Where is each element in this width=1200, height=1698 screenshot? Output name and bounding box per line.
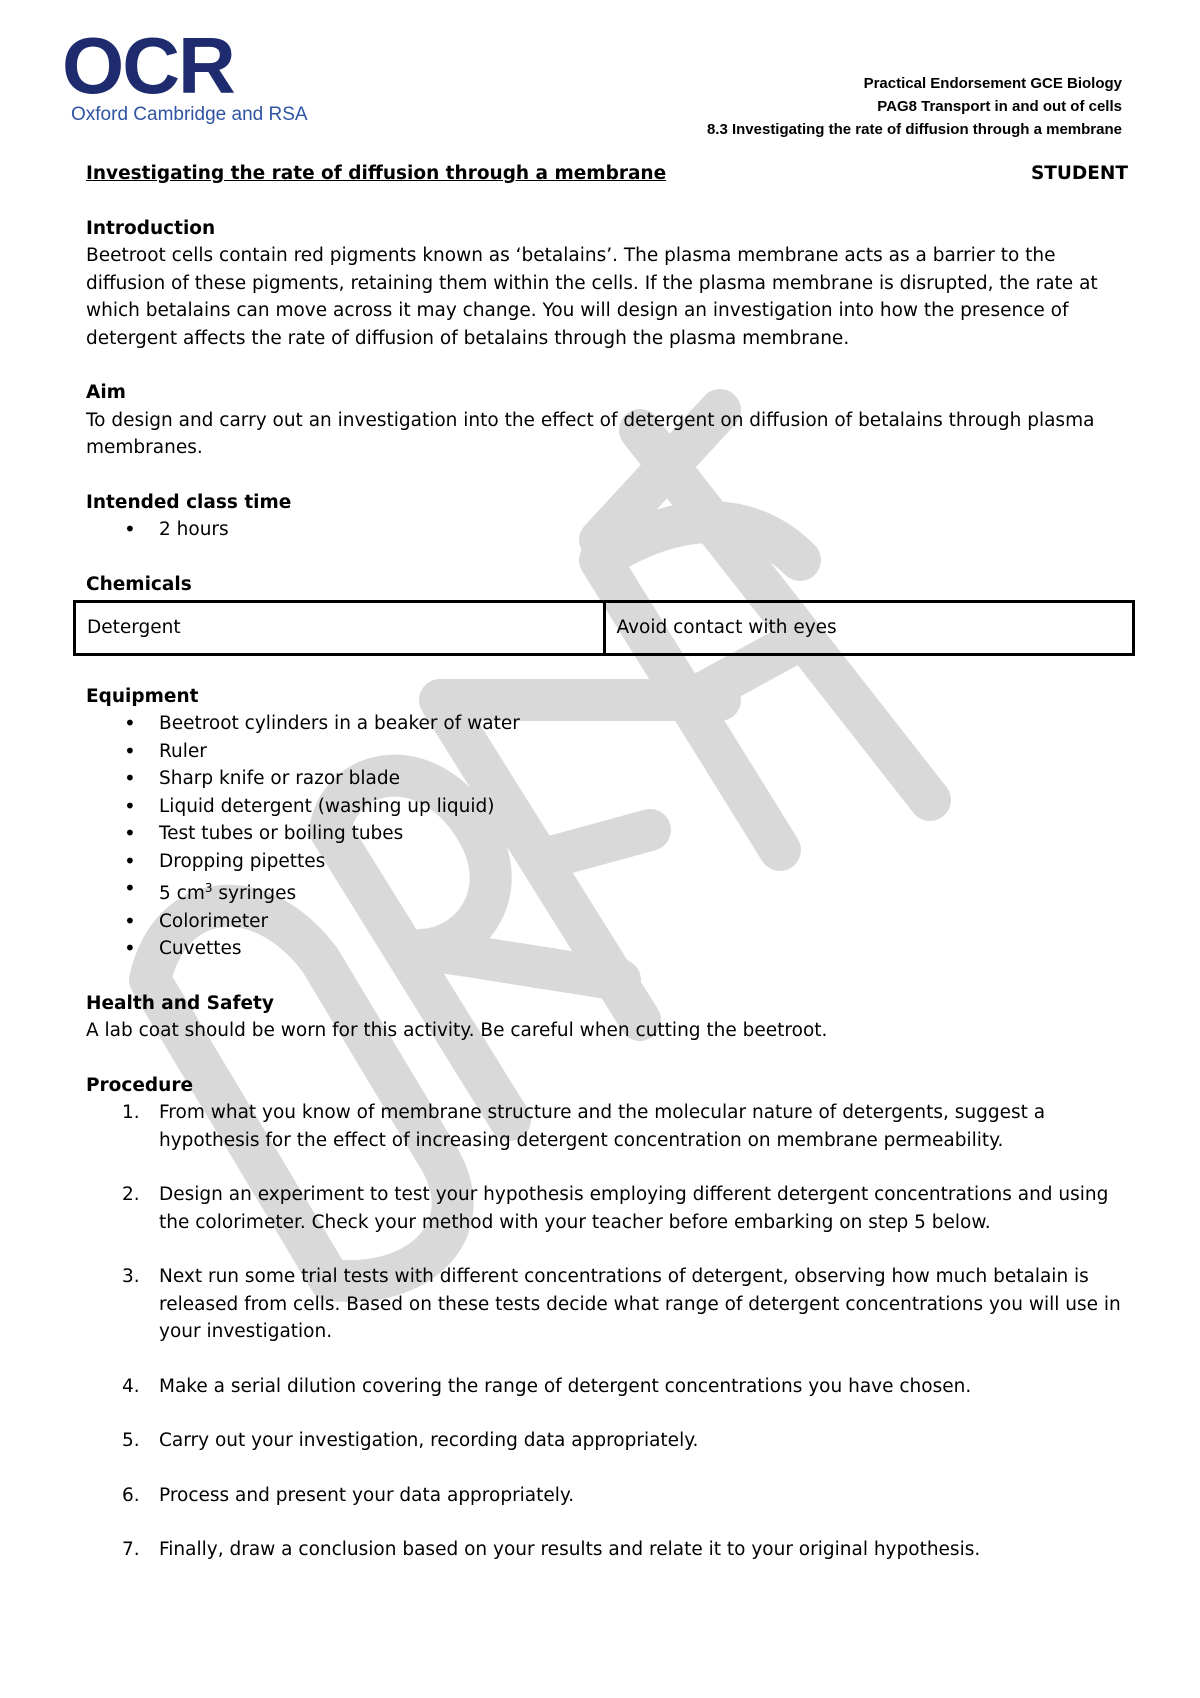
procedure-step: [86, 1373, 1128, 1401]
header-line-pag: PAG8 Transport in and out of cells: [877, 98, 1122, 115]
list-item: • Dropping pipettes: [86, 848, 1128, 876]
procedure-step: [86, 1263, 1128, 1346]
title-row: [86, 160, 1128, 188]
header-line-course: Practical Endorsement GCE Biology: [863, 75, 1122, 92]
chemical-name-cell: Detergent: [75, 602, 605, 655]
class-time-list: [86, 516, 1128, 544]
syringe-size: 5 cm: [159, 883, 205, 905]
header-line-activity: 8.3 Investigating the rate of diffusion through a membrane: [706, 121, 1122, 138]
step-number: 4.: [122, 1375, 140, 1397]
procedure-step: [86, 1482, 1128, 1510]
introduction-heading: Introduction: [86, 217, 216, 239]
step-number: 7.: [122, 1539, 140, 1561]
list-item: • Test tubes or boiling tubes: [86, 820, 1128, 848]
class-time-section: [86, 489, 1128, 544]
procedure-section: [86, 1072, 1128, 1564]
list-item: • Liquid detergent (washing up liquid): [86, 793, 1128, 821]
step-number: 6.: [122, 1484, 140, 1506]
list-item: • Colorimeter: [86, 908, 1128, 936]
logo-mark: OCR: [62, 21, 234, 110]
procedure-step: [86, 1536, 1128, 1564]
equipment-list: [86, 710, 1128, 963]
step-text: Design an experiment to test your hypothesis employing different detergent concentrations and using the colorimeter. Check your method with your teacher before embarking on step 5 below.: [159, 1184, 1109, 1233]
step-text: From what you know of membrane structure and the molecular nature of detergents, suggest a hypothesis for the effect of increasing detergent concentration on membrane permeability.: [159, 1102, 1046, 1151]
audience-label: STUDENT: [1030, 163, 1128, 184]
procedure-list: [86, 1099, 1128, 1564]
aim-text: To design and carry out an investigation into the effect of detergent on diffusion of betalains through plasma membranes.: [86, 409, 1095, 458]
step-number: 1.: [122, 1102, 140, 1124]
chemical-hazard-cell: Avoid contact with eyes: [604, 602, 1134, 655]
list-item: • 2 hours: [86, 516, 1128, 544]
page-title: Investigating the rate of diffusion through a membrane: [86, 163, 667, 184]
syringe-label: syringes: [212, 883, 297, 905]
step-text: Next run some trial tests with different concentrations of detergent, observing how much betalain is released from cells. Based on these tests decide what range of detergent concentrations you will use in your investigation.: [159, 1266, 1121, 1343]
class-time-heading: Intended class time: [86, 491, 292, 513]
document-header: [707, 72, 1122, 141]
step-number: 3.: [122, 1266, 140, 1288]
aim-section: [86, 379, 1128, 462]
logo-subtitle: Oxford Cambridge and RSA: [71, 104, 308, 125]
health-safety-text: A lab coat should be worn for this activity. Be careful when cutting the beetroot.: [86, 1020, 828, 1042]
chemicals-table: [73, 600, 1135, 656]
ocr-logo: [62, 21, 322, 126]
list-item: • Ruler: [86, 738, 1128, 766]
procedure-step: [86, 1427, 1128, 1455]
aim-heading: Aim: [86, 382, 126, 403]
step-number: 5.: [122, 1430, 140, 1452]
list-item: • Sharp knife or razor blade: [86, 765, 1128, 793]
list-item: [86, 875, 1128, 908]
procedure-heading: Procedure: [86, 1074, 193, 1096]
introduction-section: [86, 215, 1128, 353]
procedure-step: [86, 1099, 1128, 1154]
equipment-heading: Equipment: [86, 685, 199, 707]
chemicals-section: [86, 571, 1128, 656]
step-text: Make a serial dilution covering the range of detergent concentrations you have chosen.: [159, 1375, 972, 1397]
procedure-step: [86, 1181, 1128, 1236]
step-text: Process and present your data appropriately.: [159, 1484, 575, 1506]
step-text: Carry out your investigation, recording data appropriately.: [159, 1430, 699, 1452]
syringe-unit-superscript: 3: [204, 881, 213, 895]
list-item: • Beetroot cylinders in a beaker of water: [86, 710, 1128, 738]
introduction-text: Beetroot cells contain red pigments known as ‘betalains’. The plasma membrane acts as a barrier to the diffusion of these pigments, retaining them within the cells. If the plasma membrane is disrupted, the rate at which betalains can move across it may change. You will design an investigation into how the presence of detergent affects the rate of diffusion of betalains through the plasma membrane.: [86, 245, 1098, 349]
step-text: Finally, draw a conclusion based on your results and relate it to your original hypothesis.: [159, 1539, 981, 1561]
step-number: 2.: [122, 1184, 140, 1206]
health-safety-section: [86, 990, 1128, 1045]
document-body: [86, 160, 1128, 1591]
chemicals-heading: Chemicals: [86, 573, 192, 595]
list-item: • Cuvettes: [86, 935, 1128, 963]
table-row: [75, 602, 1134, 655]
health-safety-heading: Health and Safety: [86, 992, 274, 1014]
equipment-section: [86, 683, 1128, 963]
